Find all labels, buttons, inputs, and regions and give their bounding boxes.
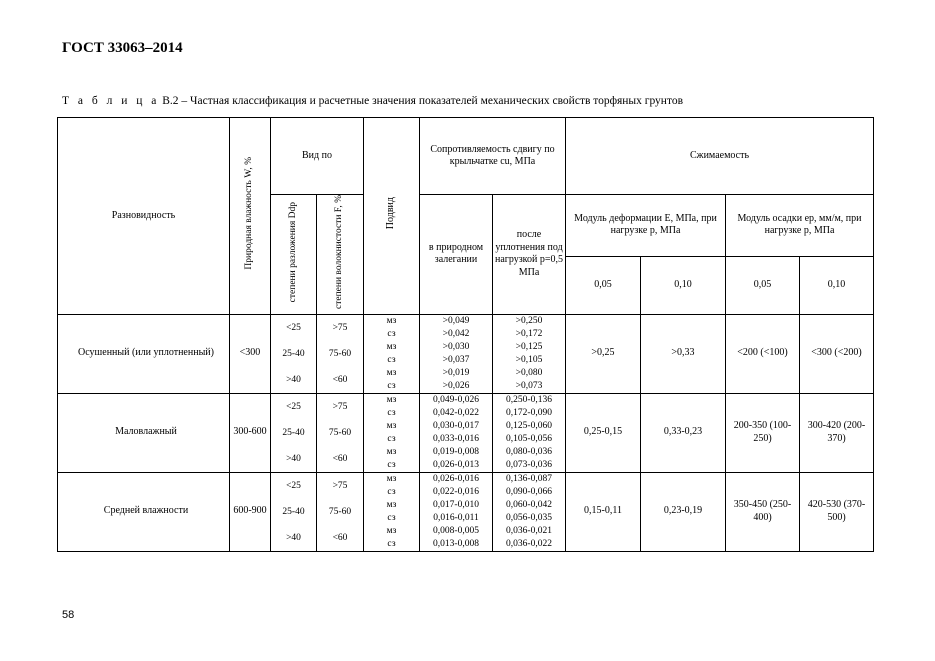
caption-text: В.2 – Частная классификация и расчетные значения показателей механических свойств торфяных грунтов xyxy=(159,95,684,107)
cell-decomp-value: >40 xyxy=(286,453,301,464)
cell-s1 xyxy=(726,314,800,393)
cell-natural-value: 0,008-0,005 xyxy=(433,525,479,536)
cell-subtype-value: сз xyxy=(387,459,396,470)
cell-after-value: 0,060-0,042 xyxy=(506,499,552,510)
cell-natural-value: >0,019 xyxy=(442,367,470,378)
cell-variety xyxy=(58,472,230,551)
e1-text: >0,25 xyxy=(591,347,615,359)
cell-natural-value: >0,026 xyxy=(442,380,470,391)
cell-decomp-value: >40 xyxy=(286,532,301,543)
cell-after-value: >0,105 xyxy=(515,354,543,365)
cell-natural-value: 0,026-0,016 xyxy=(433,473,479,484)
cell-natural-value: 0,016-0,011 xyxy=(433,512,479,523)
e2-text: >0,33 xyxy=(671,347,695,359)
cell-after-value: >0,073 xyxy=(515,380,543,391)
cell-moisture xyxy=(230,314,271,393)
cell-decomp-value: >40 xyxy=(286,374,301,385)
moisture-text: 300-600 xyxy=(233,426,267,438)
cell-natural-value: 0,030-0,017 xyxy=(433,420,479,431)
header-p4: 0,10 xyxy=(800,256,874,314)
cell-fiber xyxy=(317,314,364,393)
cell-after-value: 0,056-0,035 xyxy=(506,512,552,523)
cell-subtype-value: мз xyxy=(386,473,397,484)
cell-after-value: >0,080 xyxy=(515,367,543,378)
s1-text: 350-450 (250-400) xyxy=(733,499,792,523)
cell-after-value: 0,125-0,060 xyxy=(506,420,552,431)
cell-subtype-value: мз xyxy=(386,315,397,326)
header-subtype-text: Подвид xyxy=(385,197,397,230)
cell-s2 xyxy=(800,314,874,393)
moisture-text: 600-900 xyxy=(233,505,267,517)
cell-fiber xyxy=(317,393,364,472)
cell-e1 xyxy=(566,314,641,393)
cell-subtype-value: сз xyxy=(387,380,396,391)
cell-subtype-value: сз xyxy=(387,538,396,549)
cell-e2 xyxy=(641,314,726,393)
header-shear: Сопротивляемость сдвигу по крыльчатке cu, МПа xyxy=(420,118,566,195)
cell-decomp xyxy=(271,472,317,551)
cell-natural-value: >0,030 xyxy=(442,341,470,352)
table-row xyxy=(58,314,874,393)
cell-fiber-value: 75-60 xyxy=(328,506,352,517)
cell-e2 xyxy=(641,472,726,551)
page-number: 58 xyxy=(62,609,75,621)
cell-decomp-value: <25 xyxy=(286,401,301,412)
cell-e1 xyxy=(566,472,641,551)
cell-after xyxy=(493,314,566,393)
cell-natural-value: >0,037 xyxy=(442,354,470,365)
cell-moisture xyxy=(230,472,271,551)
variety-text: Осушенный (или уплотненный) xyxy=(78,347,214,359)
cell-decomp-value: 25-40 xyxy=(282,506,305,517)
cell-subtype-value: сз xyxy=(387,433,396,444)
cell-fiber-value: <60 xyxy=(332,453,348,464)
header-settlement: Модуль осадки ep, мм/м, при нагрузке p, МПа xyxy=(726,195,874,257)
cell-decomp-value: <25 xyxy=(286,322,301,333)
header-p3: 0,05 xyxy=(726,256,800,314)
cell-fiber-value: <60 xyxy=(332,374,348,385)
cell-subtype-value: мз xyxy=(386,341,397,352)
cell-after xyxy=(493,393,566,472)
cell-s1 xyxy=(726,472,800,551)
cell-natural-value: 0,042-0,022 xyxy=(433,407,479,418)
e1-text: 0,25-0,15 xyxy=(583,426,623,438)
cell-decomp-value: <25 xyxy=(286,480,301,491)
cell-after-value: 0,080-0,036 xyxy=(506,446,552,457)
cell-natural-value: 0,013-0,008 xyxy=(433,538,479,549)
table-body xyxy=(58,314,874,551)
cell-after-value: >0,250 xyxy=(515,315,543,326)
s2-text: <300 (<200) xyxy=(811,347,862,359)
variety-text: Средней влажности xyxy=(103,505,189,517)
table-row xyxy=(58,472,874,551)
cell-fiber-value: >75 xyxy=(332,401,348,412)
cell-fiber-value: <60 xyxy=(332,532,348,543)
s1-text: <200 (<100) xyxy=(737,347,788,359)
cell-fiber-value: >75 xyxy=(332,480,348,491)
cell-after-value: 0,172-0,090 xyxy=(506,407,552,418)
document-header: ГОСТ 33063–2014 xyxy=(62,40,183,56)
header-natural: в природном залегании xyxy=(420,195,493,315)
header-decomp-text: степени разложения Ddp xyxy=(287,201,298,303)
cell-natural-value: 0,049-0,026 xyxy=(433,394,479,405)
cell-after-value: 0,036-0,021 xyxy=(506,525,552,536)
s1-text: 200-350 (100-250) xyxy=(733,420,792,444)
caption-prefix: Т а б л и ц а xyxy=(62,95,160,107)
cell-moisture xyxy=(230,393,271,472)
cell-subtype-value: сз xyxy=(387,407,396,418)
header-variety: Разновидность xyxy=(58,118,230,315)
cell-decomp xyxy=(271,393,317,472)
header-after: после уплотнения под нагрузкой p=0,5 МПа xyxy=(493,195,566,315)
e2-text: 0,33-0,23 xyxy=(663,426,703,438)
cell-decomp-value: 25-40 xyxy=(282,427,305,438)
cell-after-value: 0,136-0,087 xyxy=(506,473,552,484)
cell-subtype-value: сз xyxy=(387,486,396,497)
table-row xyxy=(58,393,874,472)
cell-fiber-value: >75 xyxy=(332,322,348,333)
cell-natural xyxy=(420,314,493,393)
cell-variety xyxy=(58,314,230,393)
cell-after-value: >0,125 xyxy=(515,341,543,352)
cell-e2 xyxy=(641,393,726,472)
cell-after-value: 0,090-0,066 xyxy=(506,486,552,497)
cell-subtype-value: сз xyxy=(387,328,396,339)
header-p2: 0,10 xyxy=(641,256,726,314)
cell-s2 xyxy=(800,472,874,551)
cell-after xyxy=(493,472,566,551)
cell-natural-value: >0,049 xyxy=(442,315,470,326)
cell-variety xyxy=(58,393,230,472)
cell-natural-value: >0,042 xyxy=(442,328,470,339)
header-moisture-text: Природная влажность W, % xyxy=(244,157,255,270)
cell-e1 xyxy=(566,393,641,472)
cell-subtype-value: сз xyxy=(387,354,396,365)
header-p1: 0,05 xyxy=(566,256,641,314)
cell-decomp xyxy=(271,314,317,393)
cell-subtype xyxy=(364,472,420,551)
cell-after-value: 0,250-0,136 xyxy=(506,394,552,405)
cell-subtype-value: мз xyxy=(386,394,397,405)
cell-decomp-value: 25-40 xyxy=(282,348,305,359)
cell-natural-value: 0,017-0,010 xyxy=(433,499,479,510)
cell-subtype-value: мз xyxy=(386,420,397,431)
s2-text: 420-530 (370-500) xyxy=(807,499,866,523)
cell-natural xyxy=(420,393,493,472)
cell-natural-value: 0,026-0,013 xyxy=(433,459,479,470)
cell-subtype xyxy=(364,314,420,393)
cell-s2 xyxy=(800,393,874,472)
header-decomp xyxy=(271,195,317,315)
table-caption xyxy=(62,95,683,107)
cell-subtype-value: мз xyxy=(386,499,397,510)
cell-subtype-value: мз xyxy=(386,525,397,536)
cell-fiber-value: 75-60 xyxy=(328,427,352,438)
moisture-text: <300 xyxy=(239,347,261,359)
e2-text: 0,23-0,19 xyxy=(663,505,703,517)
header-compress: Сжимаемость xyxy=(566,118,874,195)
header-row-1 xyxy=(58,118,874,195)
cell-after-value: 0,073-0,036 xyxy=(506,459,552,470)
header-type-by: Вид по xyxy=(271,118,364,195)
cell-subtype-value: сз xyxy=(387,512,396,523)
cell-natural-value: 0,019-0,008 xyxy=(433,446,479,457)
cell-subtype-value: мз xyxy=(386,367,397,378)
cell-subtype-value: мз xyxy=(386,446,397,457)
variety-text: Маловлажный xyxy=(115,426,177,438)
header-modulus: Модуль деформации E, МПа, при нагрузке p, МПа xyxy=(566,195,726,257)
header-moisture xyxy=(230,118,271,315)
cell-after-value: 0,105-0,056 xyxy=(506,433,552,444)
header-fiber-text: степени волокнистости F, % xyxy=(334,195,345,309)
e1-text: 0,15-0,11 xyxy=(584,505,622,517)
cell-natural xyxy=(420,472,493,551)
peat-classification-table xyxy=(57,117,874,552)
cell-s1 xyxy=(726,393,800,472)
cell-fiber xyxy=(317,472,364,551)
cell-natural-value: 0,033-0,016 xyxy=(433,433,479,444)
cell-fiber-value: 75-60 xyxy=(328,348,352,359)
cell-subtype xyxy=(364,393,420,472)
header-subtype xyxy=(364,118,420,315)
header-fiber xyxy=(317,195,364,315)
cell-after-value: >0,172 xyxy=(515,328,543,339)
s2-text: 300-420 (200-370) xyxy=(807,420,866,444)
cell-natural-value: 0,022-0,016 xyxy=(433,486,479,497)
cell-after-value: 0,036-0,022 xyxy=(506,538,552,549)
